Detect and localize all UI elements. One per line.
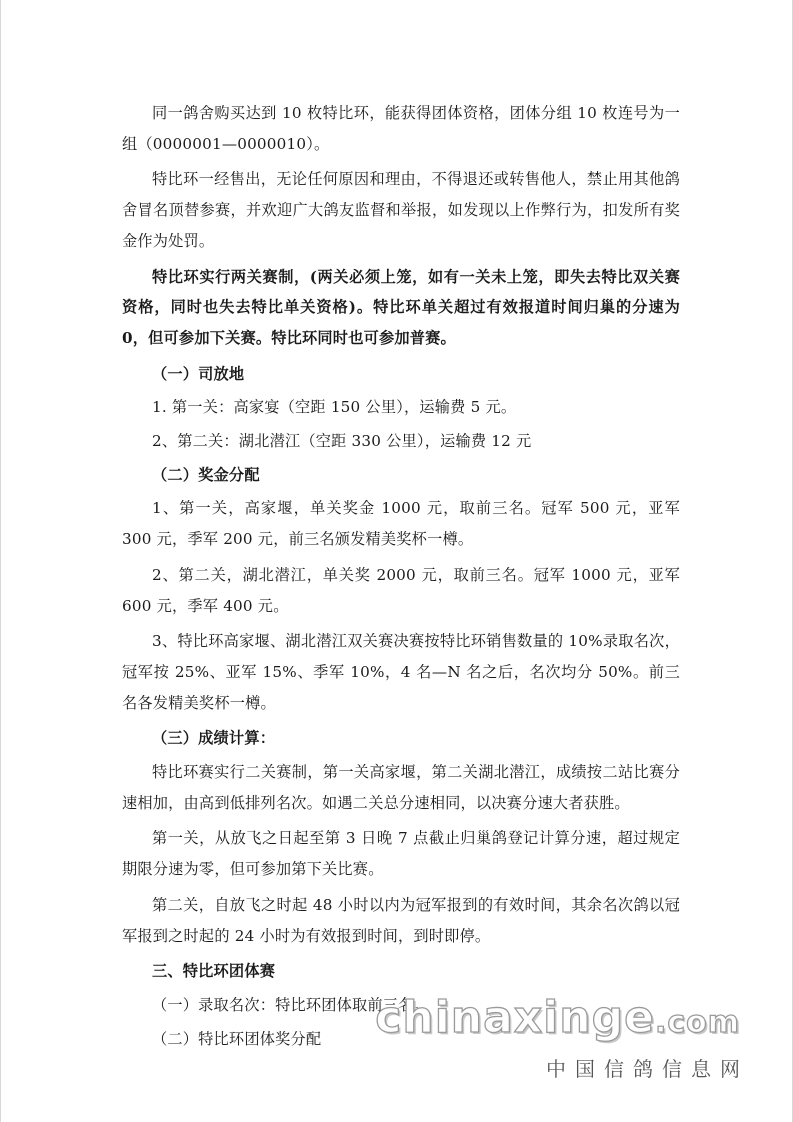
paragraph: 3、特比环高家堰、湖北潜江双关赛决赛按特比环销售数量的 10%录取名次，冠军按 25%、亚军 15%、季军 10%，4 名—N 名之后，名次均分 50%。前三名各发精美奖杯一樽。: [122, 632, 680, 712]
document-body: [122, 98, 680, 1057]
section-heading: （二）奖金分配: [152, 465, 260, 484]
site-watermark: [375, 992, 749, 1082]
watermark-url: [375, 994, 740, 1047]
paragraph: 同一鸽舍购买达到 10 枚特比环，能获得团体资格，团体分组 10 枚连号为一组（0000001—0000010）。: [122, 104, 680, 153]
paragraph: 2、第二关：湖北潜江（空距 330 公里），运输费 12 元: [152, 432, 532, 451]
paragraph: 特比环实行两关赛制，(两关必须上笼，如有一关未上笼，即失去特比双关赛资格，同时也失去特比单关资格)。特比环单关超过有效报道时间归巢的分速为 0，但可参加下关赛。特比环同时也可参加普赛。: [122, 267, 680, 347]
watermark-url-main: chinaxinge: [375, 992, 655, 1043]
paragraph: （二）特比环团体奖分配: [152, 1029, 322, 1048]
paragraph: 1. 第一关：高家宴（空距 150 公里），运输费 5 元。: [152, 398, 517, 417]
watermark-site-name: 中国信鸽信息网: [546, 1057, 749, 1081]
paragraph: 特比环一经售出，无论任何原因和理由，不得退还或转售他人，禁止用其他鸽舍冒名顶替参赛，并欢迎广大鸽友监督和举报，如发现以上作弊行为，扣发所有奖金作为处罚。: [122, 170, 680, 250]
paragraph: （一）录取名次：特比环团体取前三名。: [152, 995, 429, 1014]
section-heading: 三、特比环团体赛: [152, 962, 276, 981]
paragraph: 第一关，从放飞之日起至第 3 日晚 7 点截止归巢鸽登记计算分速，超过规定期限分速为零，但可参加第下关比赛。: [122, 829, 680, 879]
section-heading: （三）成绩计算：: [152, 729, 276, 748]
watermark-url-tld: .com: [654, 1005, 740, 1040]
paragraph: 第二关，自放飞之时起 48 小时以内为冠军报到的有效时间，其余名次鸽以冠军报到之时起的 24 小时为有效报到时间，到时即停。: [122, 895, 680, 945]
paragraph: 特比环赛实行二关赛制，第一关高家堰，第二关湖北潜江，成绩按二站比赛分速相加，由高到低排列名次。如遇二关总分速相同，以决赛分速大者获胜。: [122, 763, 680, 812]
section-heading: （一）司放地: [152, 364, 245, 383]
paragraph: 2、第二关，湖北潜江，单关奖 2000 元，取前三名。冠军 1000 元，亚军 600 元，季军 400 元。: [122, 565, 680, 615]
paragraph: 1、第一关，高家堰，单关奖金 1000 元，取前三名。冠军 500 元，亚军 300 元，季军 200 元，前三名颁发精美奖杯一樽。: [122, 499, 680, 549]
